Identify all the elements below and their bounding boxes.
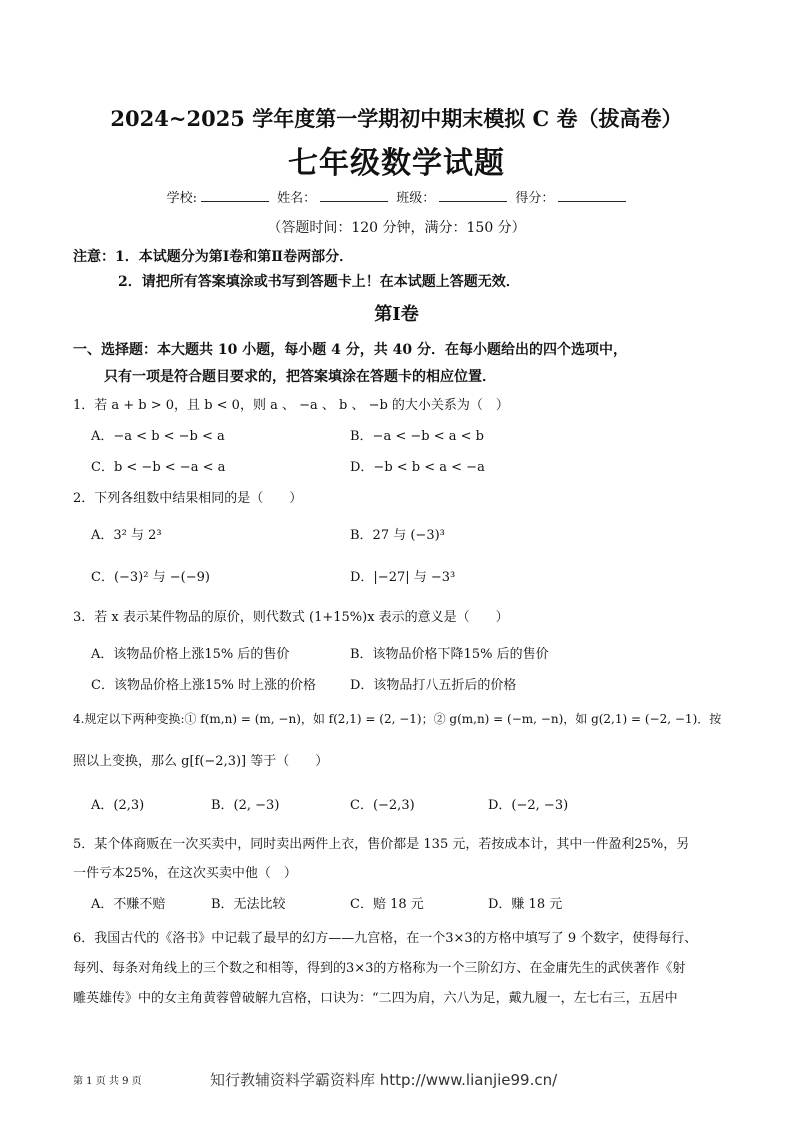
q5-option-d[interactable]: D．赚 18 元	[488, 897, 563, 912]
school-label: 学校:	[166, 191, 197, 206]
q3-option-a[interactable]: A．该物品价格上涨15% 后的售价	[91, 647, 290, 662]
section1-line2: 只有一项是符合题目要求的，把答案填涂在答题卡的相应位置．	[104, 369, 496, 385]
section-title: 第Ⅰ卷	[374, 304, 419, 325]
exam-title: 2024~2025 学年度第一学期初中期末模拟 C 卷（拔高卷）	[110, 106, 683, 131]
section1-line1: 一、选择题：本大题共 10 小题，每小题 4 分，共 40 分．在每小题给出的四个选项中，	[73, 342, 627, 358]
exam-subtitle: 七年级数学试题	[288, 146, 505, 181]
q4-option-c[interactable]: C．(−2,3)	[350, 798, 415, 813]
student-info-line	[0, 187, 793, 206]
question-2-stem: 2．下列各组数中结果相同的是（ ）	[73, 491, 303, 506]
question-6-line2: 每列、每条对角线上的三个数之和相等，得到的3×3的方格称为一个三阶幻方、在金庸先生的武侠著作《射	[73, 961, 686, 976]
q1-option-d[interactable]: D．−b < b < a < −a	[350, 460, 485, 475]
question-5-stem-line2: 一件亏本25%，在这次买卖中他（ ）	[73, 866, 297, 881]
school-blank[interactable]	[201, 189, 269, 202]
note-line-1: 注意：1．本试题分为第Ⅰ卷和第Ⅱ卷两部分．	[73, 249, 354, 265]
note-line-2: 2．请把所有答案填涂或书写到答题卡上！在本试题上答题无效．	[118, 274, 520, 290]
question-6-line1: 6．我国古代的《洛书》中记载了最早的幻方——九宫格，在一个3×3的方格中填写了 9 个数字，使得每行、	[73, 931, 698, 946]
watermark-link[interactable]: 知行教辅资料学霸资料库 http://www.lianjie99.cn/	[210, 1071, 558, 1089]
name-blank[interactable]	[320, 189, 388, 202]
question-5-stem-line1: 5．某个体商贩在一次买卖中，同时卖出两件上衣，售价都是 135 元，若按成本计，其中一件盈利25%，另	[73, 837, 690, 852]
score-label: 得分：	[515, 191, 555, 206]
class-blank[interactable]	[439, 189, 507, 202]
page-number: 第 1 页 共 9 页	[73, 1076, 142, 1087]
q3-option-c[interactable]: C．该物品价格上涨15% 时上涨的价格	[91, 678, 316, 693]
name-label: 姓名：	[277, 191, 317, 206]
q2-option-c[interactable]: C．(−3)² 与 −(−9)	[91, 570, 210, 585]
q5-option-c[interactable]: C．赔 18 元	[350, 897, 424, 912]
q5-option-a[interactable]: A．不赚不赔	[91, 897, 166, 912]
q5-option-b[interactable]: B．无法比较	[211, 897, 286, 912]
q3-option-d[interactable]: D．该物品打八五折后的价格	[350, 678, 517, 693]
class-label: 班级：	[396, 191, 436, 206]
question-1-stem: 1．若 a + b > 0，且 b < 0，则 a 、 −a 、 b 、 −b 的大小关系为（ ）	[73, 398, 509, 413]
q2-option-b[interactable]: B．27 与 (−3)³	[350, 528, 445, 543]
question-4-stem-line1: 4.规定以下两种变换:① f(m,n) = (m, −n)，如 f(2,1) = (2, −1)；② g(m,n) = (−m, −n)，如 g(2,1) = (−2, −1)．按	[73, 712, 722, 726]
q1-option-b[interactable]: B．−a < −b < a < b	[350, 429, 484, 444]
score-blank[interactable]	[558, 189, 626, 202]
q1-option-a[interactable]: A．−a < b < −b < a	[91, 429, 225, 444]
time-info: （答题时间：120 分钟，满分：150 分）	[267, 220, 526, 236]
question-3-stem: 3．若 x 表示某件物品的原价，则代数式 (1+15%)x 表示的意义是（ ）	[73, 610, 509, 625]
question-6-line3: 雕英雄传》中的女主角黄蓉曾破解九宫格，口诀为：“二四为肩，六八为足，戴九履一，左七右三，五居中	[73, 991, 678, 1006]
q4-option-d[interactable]: D．(−2, −3)	[488, 798, 569, 813]
q2-option-a[interactable]: A．3² 与 2³	[91, 528, 162, 543]
q4-option-b[interactable]: B．(2, −3)	[211, 798, 280, 813]
q4-option-a[interactable]: A．(2,3)	[91, 798, 145, 813]
question-4-stem-line2: 照以上变换，那么 g[f(−2,3)] 等于（ ）	[73, 754, 329, 769]
q3-option-b[interactable]: B．该物品价格下降15% 后的售价	[350, 647, 549, 662]
q2-option-d[interactable]: D．|−27| 与 −3³	[350, 570, 456, 585]
q1-option-c[interactable]: C．b < −b < −a < a	[91, 460, 226, 475]
